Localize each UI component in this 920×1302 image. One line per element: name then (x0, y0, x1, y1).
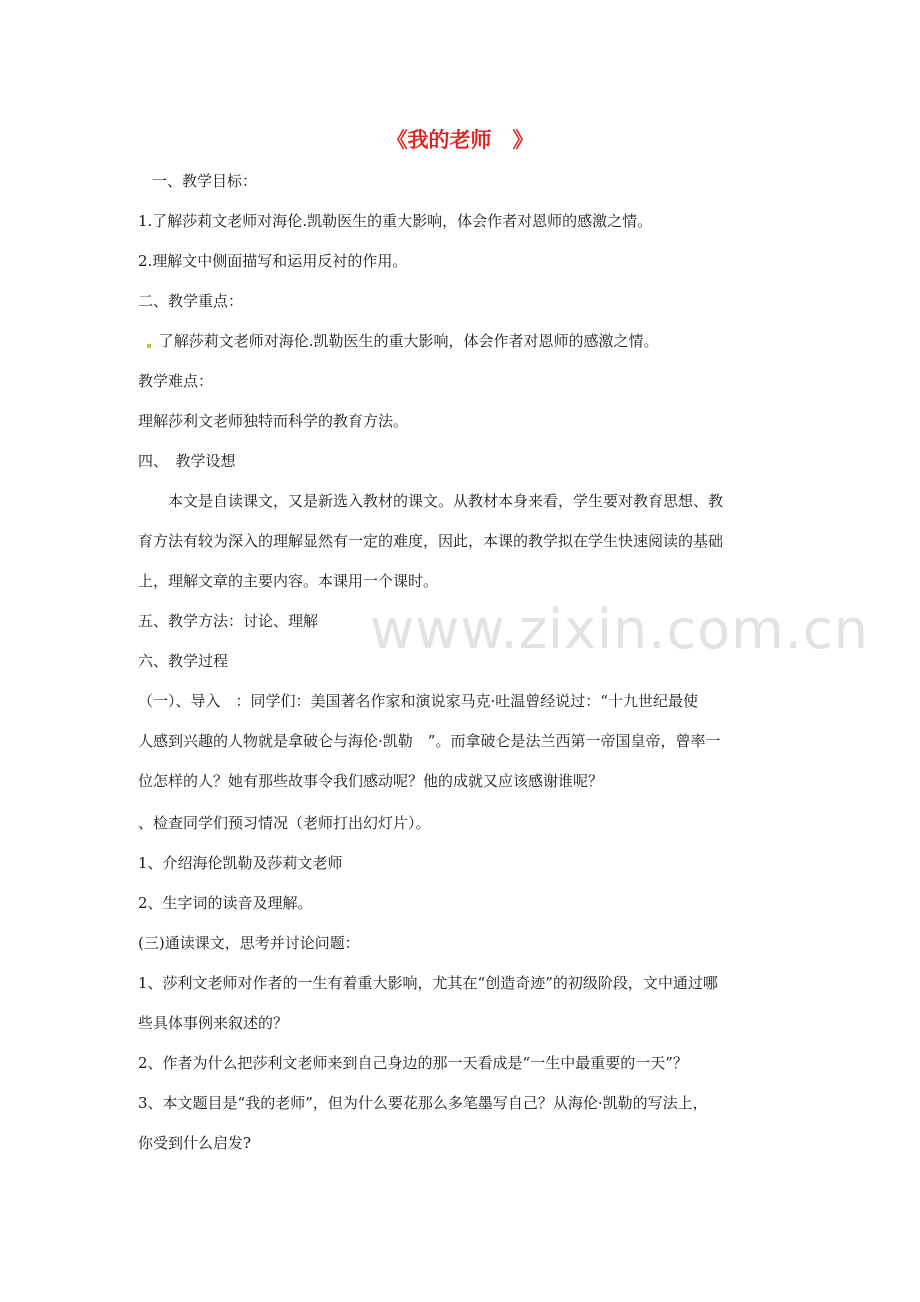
objective-2: 2.理解文中侧面描写和运用反衬的作用。 (138, 252, 408, 270)
watermark: www.zixin.com.cn (370, 598, 869, 661)
question-1-line-2: 些具体事例来叙述的？ (138, 1014, 289, 1032)
section-difficulty-heading: 教学难点： (138, 372, 214, 390)
design-paragraph-line-3: 上，理解文章的主要内容。本课用一个课时。 (138, 572, 439, 590)
preview-check: 、检查同学们预习情况（老师打出幻灯片）。 (138, 814, 431, 832)
question-3-line-1: 3、本文题目是“我的老师”，但为什么要花那么多笔墨写自己？从海伦·凯勒的写法上， (138, 1094, 708, 1112)
difficulty-text: 理解莎利文老师独特而科学的教育方法。 (138, 412, 409, 430)
question-3-line-2: 你受到什么启发? (138, 1134, 252, 1152)
intro-line-3: 位怎样的人？她有那些故事令我们感动呢？他的成就又应该感谢谁呢？ (138, 772, 604, 790)
reading-heading: (三)通读课文，思考并讨论问题： (138, 934, 360, 952)
section-method: 五、教学方法：讨论、理解 (138, 612, 319, 630)
question-1-line-1: 1、莎利文老师对作者的一生有着重大影响，尤其在“创造奇迹”的初级阶段，文中通过哪 (138, 974, 718, 992)
section-keypoints-heading: 二、教学重点： (138, 292, 244, 310)
question-2: 2、作者为什么把莎利文老师来到自己身边的那一天看成是“一生中最重要的一天”？ (138, 1054, 688, 1072)
design-paragraph-line-1: 本文是自读课文，又是新选入教材的课文。从教材本身来看，学生要对教育思想、教 (138, 492, 724, 510)
design-paragraph-line-2: 育方法有较为深入的理解显然有一定的难度，因此，本课的教学拟在学生快速阅读的基础 (138, 532, 724, 550)
intro-line-2: 人感到兴趣的人物就是拿破仑与海伦·凯勒 ”。而拿破仑是法兰西第一帝国皇帝，曾率一 (138, 732, 721, 750)
keypoint-1-text: 了解莎莉文老师对海伦.凯勒医生的重大影响，体会作者对恩师的感激之情。 (158, 332, 659, 350)
keypoint-1 (144, 330, 659, 352)
document-title: 《我的老师 》 (386, 127, 534, 152)
bullet-mark (147, 344, 151, 348)
intro-line-1: （一）、导入 ：同学们：美国著名作家和演说家马克·吐温曾经说过：“十九世纪最使 (138, 692, 698, 710)
section-design-heading: 四、 教学设想 (138, 452, 236, 470)
section-objectives-heading: 一、教学目标： (152, 172, 258, 190)
preview-item-2: 2、生字词的读音及理解。 (138, 894, 313, 912)
section-process-heading: 六、教学过程 (138, 652, 229, 670)
preview-item-1: 1、介绍海伦凯勒及莎莉文老师 (138, 854, 343, 872)
objective-1: 1.了解莎莉文老师对海伦.凯勒医生的重大影响，体会作者对恩师的感激之情。 (138, 212, 653, 230)
